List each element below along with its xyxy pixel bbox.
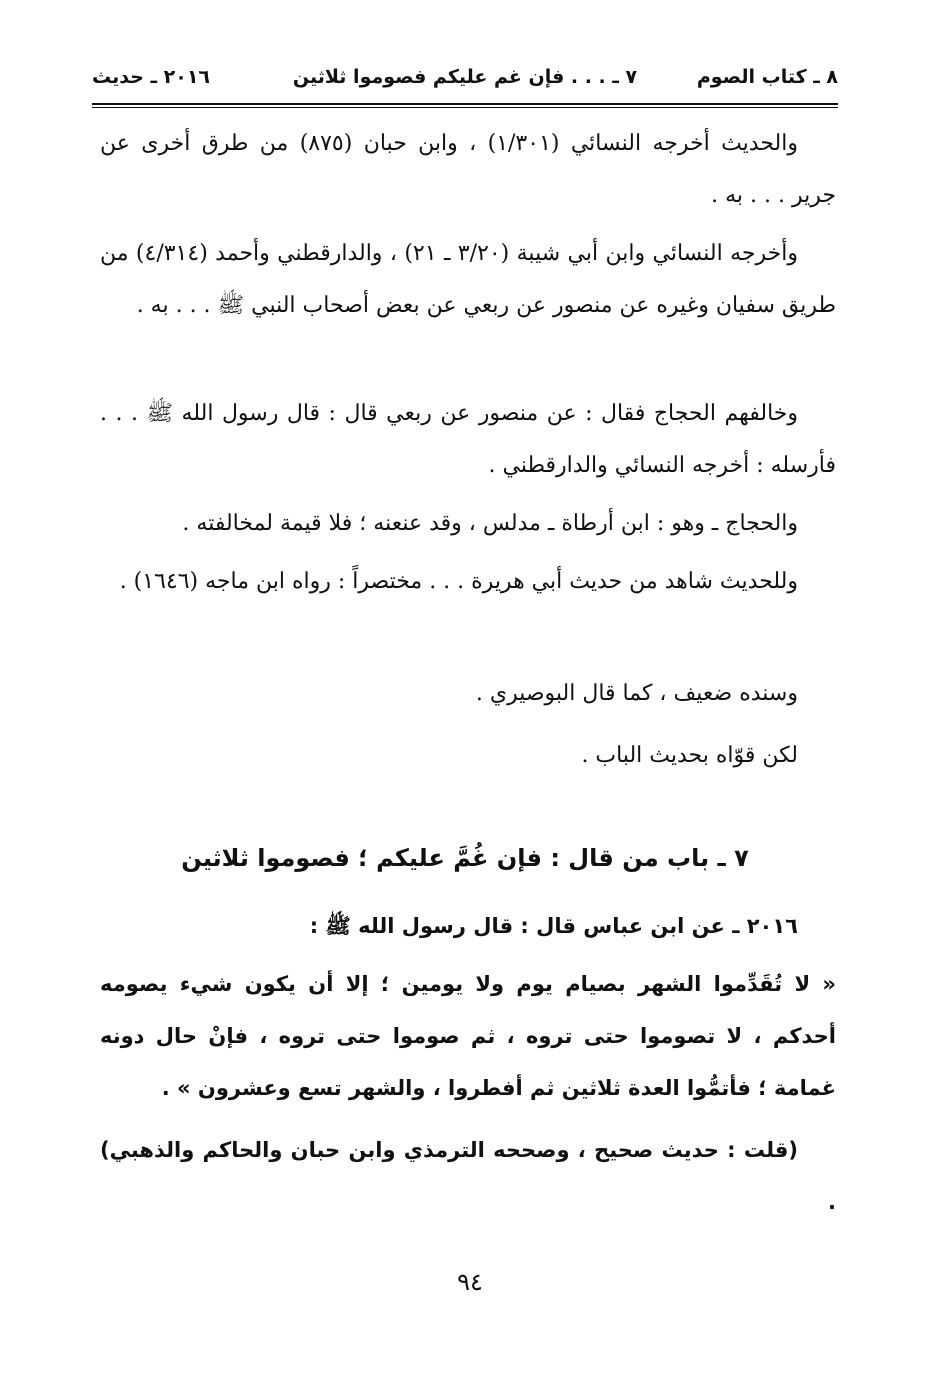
running-header xyxy=(92,62,838,102)
hadith-intro: ٢٠١٦ ـ عن ابن عباس قال : قال رسول الله ﷺ : xyxy=(309,914,798,938)
header-hadith-number: ٢٠١٦ ـ حديث xyxy=(92,66,211,88)
paragraph-1: والحديث أخرجه النسائي (١/٣٠١) ، وابن حبان (٨٧٥) من طرق أخرى عن جرير . . . به . xyxy=(100,131,836,208)
header-book-title: ٨ ـ كتاب الصوم xyxy=(696,66,838,88)
header-chapter-title: ٧ ـ . . . فإن غم عليكم فصوموا ثلاثين xyxy=(292,66,638,88)
header-rule-thick xyxy=(92,103,838,105)
hadith-grading: (قلت : حديث صحيح ، وصححه الترمذي وابن حبان والحاكم والذهبي) . xyxy=(100,1138,836,1214)
page-number: ٩٤ xyxy=(457,1268,483,1296)
hadith-text: « لا تُقَدِّموا الشهر بصيام يوم ولا يومين ؛ إلا أن يكون شيء يصومه أحدكم ، لا تصوموا حتى تروه ، ثم صوموا حتى تروه ، فإنْ حال دونه غمامة ؛ فأتمُّوا العدة ثلاثين ثم أفطروا ، والشهر تسع وعشرون » . xyxy=(100,972,836,1100)
header-rule-thin xyxy=(92,107,838,108)
paragraph-4: والحجاج ـ وهو : ابن أرطاة ـ مدلس ، وقد عنعنه ؛ فلا قيمة لمخالفته . xyxy=(182,511,798,536)
paragraph-5: وللحديث شاهد من حديث أبي هريرة . . . مختصراً : رواه ابن ماجه (١٦٤٦) . xyxy=(119,569,798,594)
section-title: ٧ ـ باب من قال : فإن غُمَّ عليكم ؛ فصوموا ثلاثين xyxy=(181,844,749,872)
paragraph-6: وسنده ضعيف ، كما قال البوصيري . xyxy=(475,681,798,706)
paragraph-2: وأخرجه النسائي وابن أبي شيبة (٣/٢٠ ـ ٢١) ، والدارقطني وأحمد (٤/٣١٤) من طريق سفيان وغيره عن منصور عن ربعي عن بعض أصحاب النبي ﷺ . . . به . xyxy=(100,241,836,318)
paragraph-3: وخالفهم الحجاج فقال : عن منصور عن ربعي قال : قال رسول الله ﷺ . . . فأرسله : أخرجه النسائي والدارقطني . xyxy=(100,401,836,478)
paragraph-7: لكن قوّاه بحديث الباب . xyxy=(581,743,798,768)
